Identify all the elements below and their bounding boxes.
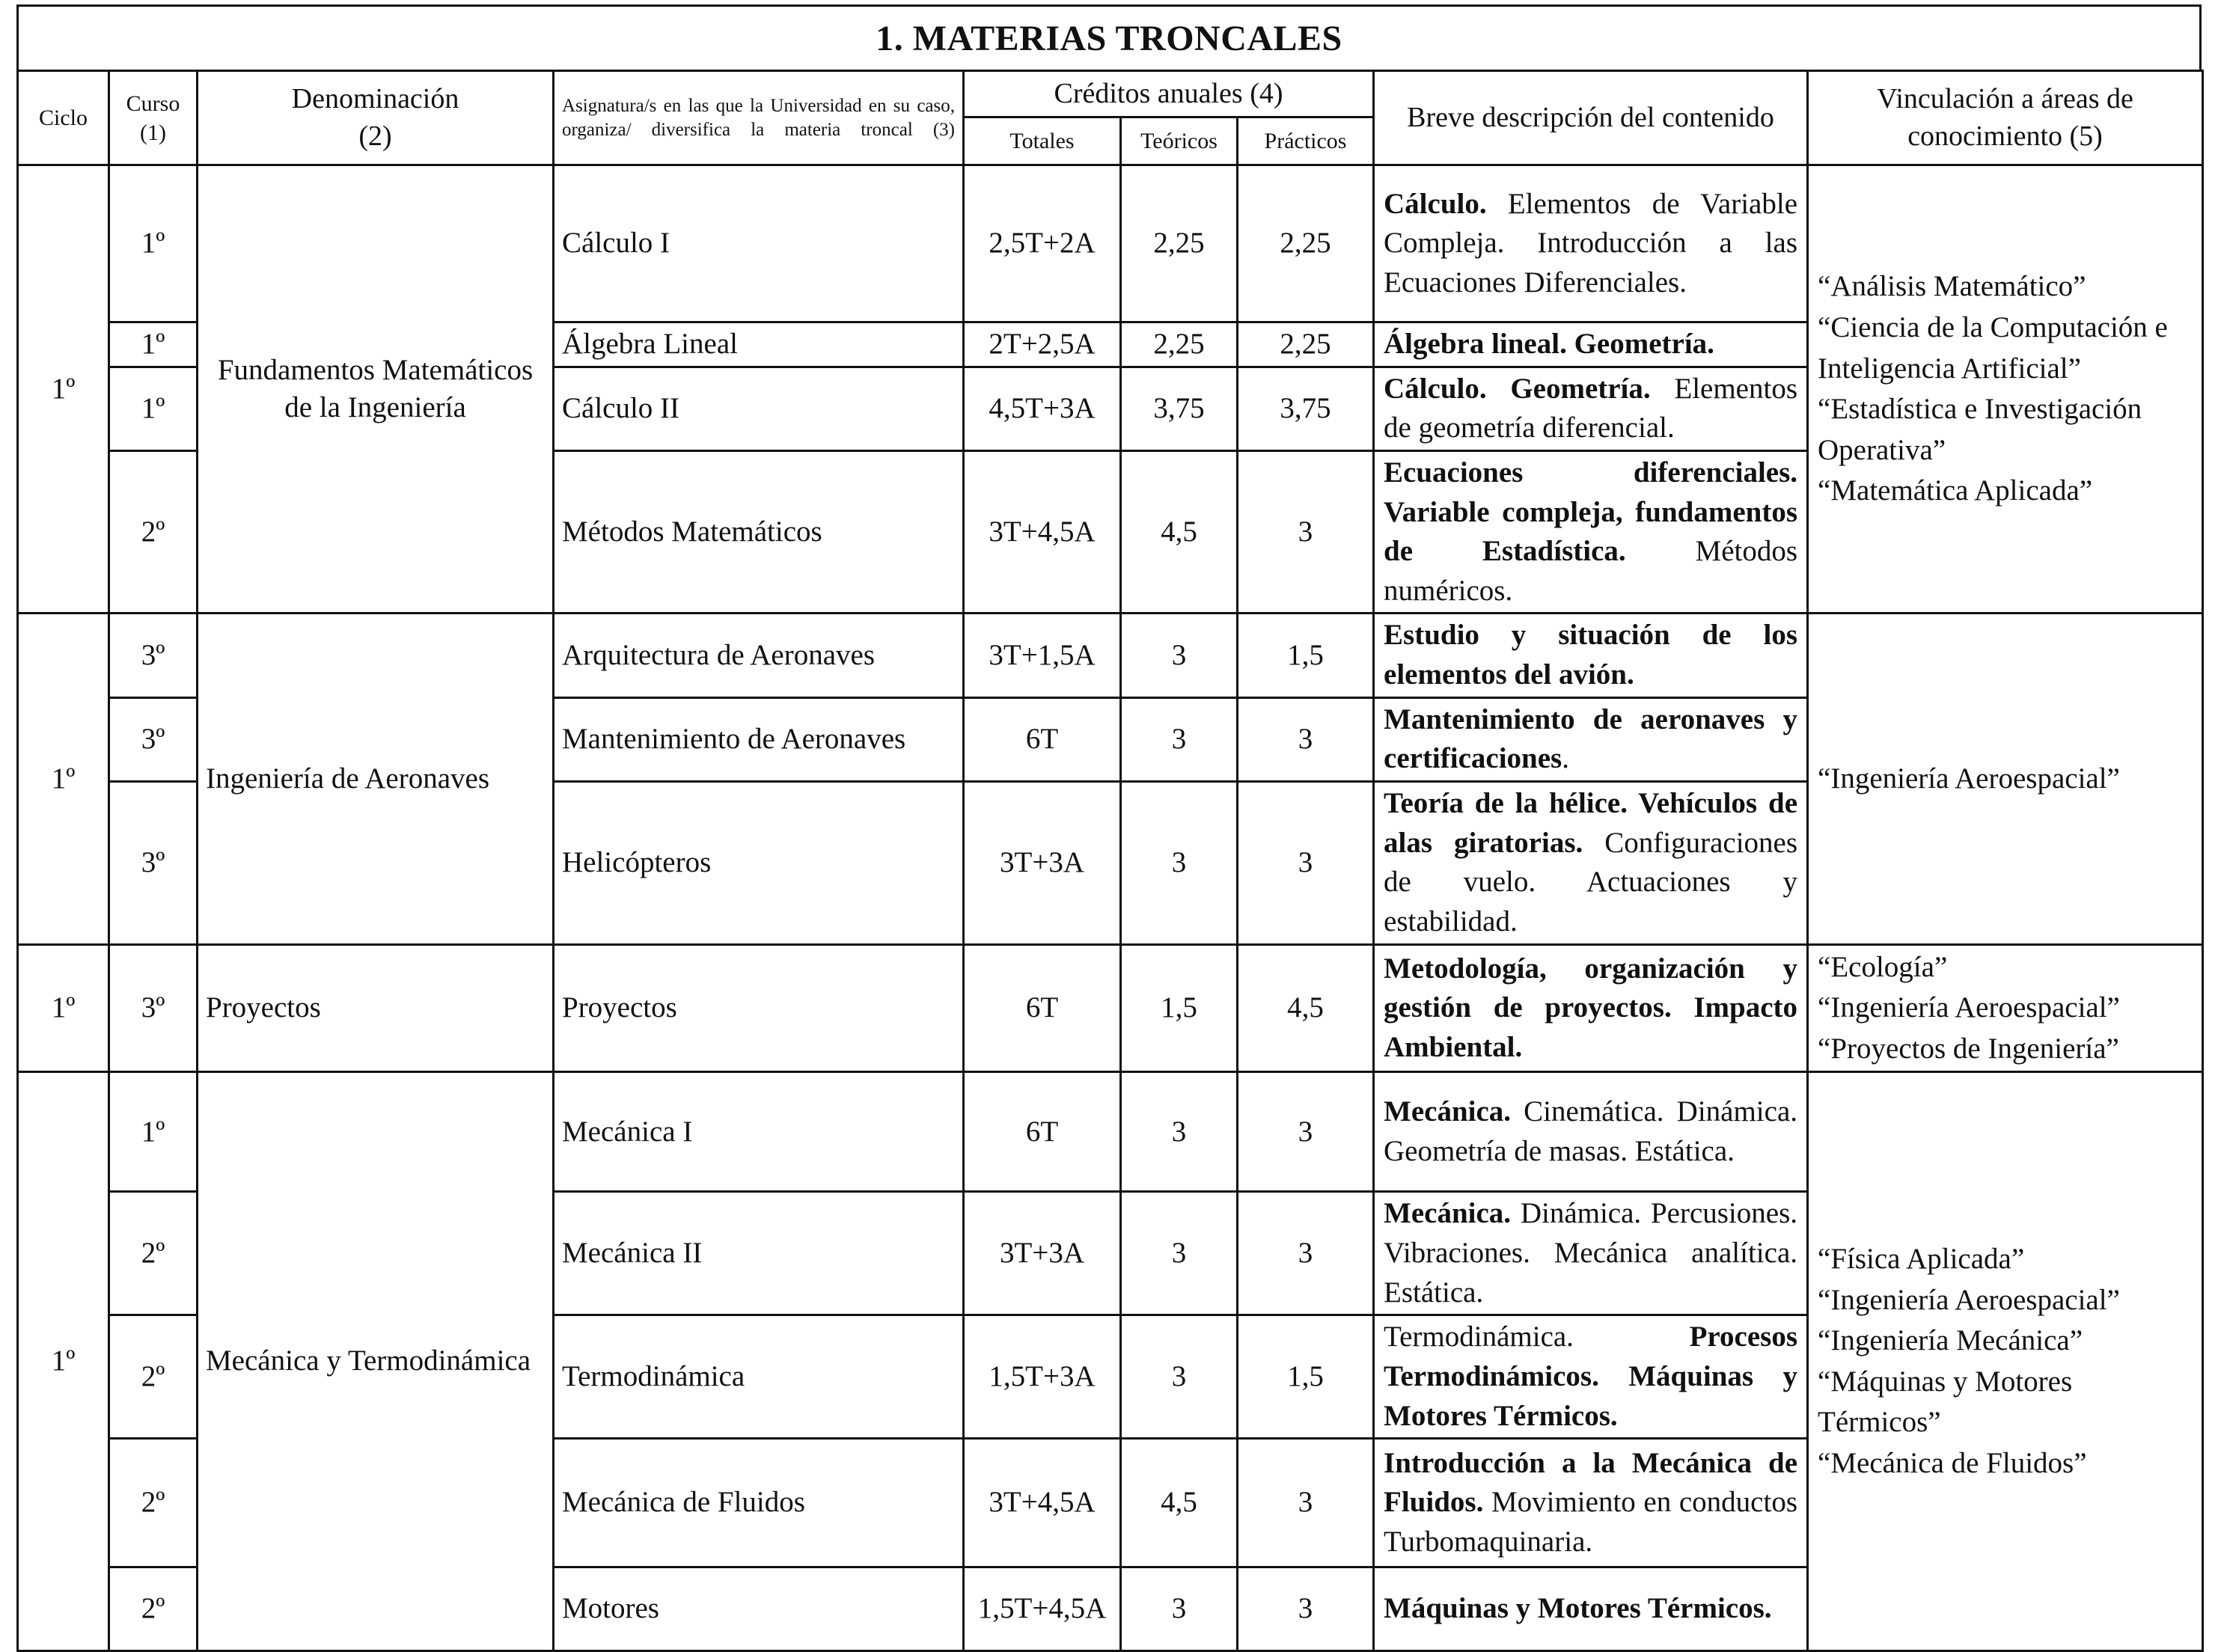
header-teoricos: Teóricos	[1121, 117, 1238, 165]
descripcion-cell	[1374, 450, 1808, 614]
descripcion-bold-text: Mecánica.	[1384, 1197, 1512, 1230]
totales-cell: 2,5T+2A	[964, 165, 1121, 322]
asignatura-cell: Helicópteros	[554, 782, 964, 945]
curso-cell: 2º	[109, 1192, 198, 1315]
curso-cell: 1º	[109, 367, 198, 450]
ciclo-cell: 1º	[18, 614, 109, 944]
practicos-cell: 3	[1238, 1072, 1374, 1192]
teoricos-cell: 4,5	[1121, 450, 1238, 614]
vinculacion-cell	[1808, 944, 2203, 1072]
practicos-cell: 3	[1238, 1192, 1374, 1315]
descripcion-text: Configuraciones de vuelo. Actuaciones y estabilidad.	[1384, 826, 1798, 937]
descripcion-bold-text: Cálculo.	[1384, 187, 1487, 220]
area-item: “Ciencia de la Computación e Inteligencia Artificial”	[1818, 311, 2168, 385]
curso-cell: 3º	[109, 944, 198, 1072]
curso-cell: 1º	[109, 165, 198, 322]
area-item: “Matemática Aplicada”	[1818, 474, 2093, 507]
header-curso-label: Curso	[126, 91, 180, 116]
asignatura-cell: Mecánica de Fluidos	[554, 1439, 964, 1567]
area-item: “Proyectos de Ingeniería”	[1818, 1032, 2119, 1065]
descripcion-cell	[1374, 944, 1808, 1072]
teoricos-cell: 4,5	[1121, 1439, 1238, 1567]
page-title: 1. MATERIAS TRONCALES	[16, 4, 2202, 70]
totales-cell: 3T+4,5A	[964, 1439, 1121, 1567]
teoricos-cell: 3,75	[1121, 367, 1238, 450]
denominacion-cell: Proyectos	[198, 944, 554, 1072]
teoricos-cell: 3	[1121, 697, 1238, 781]
descripcion-bold-text: Procesos Termodinámicos. Máquinas y Motores Térmicos.	[1384, 1321, 1798, 1432]
totales-cell: 3T+3A	[964, 782, 1121, 945]
curso-cell: 3º	[109, 697, 198, 781]
denominacion-cell: Mecánica y Termodinámica	[198, 1072, 554, 1651]
descripcion-bold-text: Cálculo. Geometría.	[1384, 372, 1651, 405]
practicos-cell: 2,25	[1238, 165, 1374, 322]
header-descripcion: Breve descripción del contenido	[1374, 71, 1808, 165]
descripcion-text: Cinemática. Dinámica. Geometría de masas. Estática.	[1384, 1095, 1798, 1167]
asignatura-cell: Motores	[554, 1567, 964, 1651]
totales-cell: 4,5T+3A	[964, 367, 1121, 450]
totales-cell: 6T	[964, 697, 1121, 781]
practicos-cell: 2,25	[1238, 322, 1374, 367]
descripcion-cell	[1374, 1567, 1808, 1651]
area-item: “Estadística e Investigación Operativa”	[1818, 393, 2142, 466]
practicos-cell: 3,75	[1238, 367, 1374, 450]
descripcion-bold-text: Metodología, organización y gestión de proyectos. Impacto Ambiental.	[1384, 952, 1798, 1063]
descripcion-cell	[1374, 322, 1808, 367]
ciclo-cell: 1º	[18, 1072, 109, 1651]
vinculacion-cell	[1808, 1072, 2203, 1651]
area-item: “Ecología”	[1818, 950, 1948, 983]
practicos-cell: 3	[1238, 1567, 1374, 1651]
header-denominacion-note: (2)	[358, 120, 392, 152]
area-item: “Ingeniería Aeroespacial”	[1818, 762, 2120, 795]
totales-cell: 6T	[964, 944, 1121, 1072]
curso-cell: 2º	[109, 1439, 198, 1567]
header-curso	[109, 71, 198, 165]
asignatura-cell: Álgebra Lineal	[554, 322, 964, 367]
descripcion-cell	[1374, 1072, 1808, 1192]
curso-cell: 2º	[109, 450, 198, 614]
teoricos-cell: 3	[1121, 1072, 1238, 1192]
totales-cell: 3T+1,5A	[964, 614, 1121, 697]
denominacion-cell: Fundamentos Matemáticos de la Ingeniería	[198, 165, 554, 614]
denominacion-cell: Ingeniería de Aeronaves	[198, 614, 554, 944]
descripcion-bold-text: Mantenimiento de aeronaves y certificaciones	[1384, 703, 1798, 775]
header-ciclo: Ciclo	[18, 71, 109, 165]
practicos-cell: 3	[1238, 1439, 1374, 1567]
descripcion-bold-text: Mecánica.	[1384, 1095, 1512, 1128]
ciclo-cell: 1º	[18, 944, 109, 1072]
vinculacion-cell	[1808, 614, 2203, 944]
area-item: “Física Aplicada”	[1818, 1243, 2025, 1276]
descripcion-cell	[1374, 367, 1808, 450]
curso-cell: 1º	[109, 322, 198, 367]
area-item: “Ingeniería Aeroespacial”	[1818, 991, 2120, 1024]
descripcion-text: Métodos numéricos.	[1384, 535, 1798, 607]
totales-cell: 3T+4,5A	[964, 450, 1121, 614]
curso-cell: 3º	[109, 782, 198, 945]
teoricos-cell: 3	[1121, 614, 1238, 697]
header-denominacion	[198, 71, 554, 165]
document-sheet	[16, 4, 2202, 1652]
descripcion-cell	[1374, 1192, 1808, 1315]
descripcion-text: .	[1562, 742, 1569, 775]
materias-table	[16, 70, 2204, 1652]
area-item: “Mecánica de Fluidos”	[1818, 1447, 2087, 1479]
table-row	[18, 1072, 2203, 1192]
vinculacion-cell	[1808, 165, 2203, 614]
teoricos-cell: 3	[1121, 782, 1238, 945]
area-item: “Ingeniería Mecánica”	[1818, 1324, 2083, 1357]
asignatura-cell: Mantenimiento de Aeronaves	[554, 697, 964, 781]
descripcion-text: Dinámica. Percusiones. Vibraciones. Mecánica analítica. Estática.	[1384, 1197, 1798, 1309]
practicos-cell: 1,5	[1238, 614, 1374, 697]
descripcion-text: Movimiento en conductos Turbomaquinaria.	[1384, 1486, 1798, 1558]
descripcion-text: Termodinámica.	[1384, 1321, 1690, 1353]
header-denominacion-label: Denominación	[291, 83, 459, 115]
descripcion-text: Elementos de Variable Compleja. Introducción a las Ecuaciones Diferenciales.	[1384, 187, 1798, 299]
teoricos-cell: 3	[1121, 1315, 1238, 1439]
curso-cell: 2º	[109, 1567, 198, 1651]
teoricos-cell: 3	[1121, 1567, 1238, 1651]
practicos-cell: 1,5	[1238, 1315, 1374, 1439]
area-item: “Análisis Matemático”	[1818, 270, 2086, 303]
totales-cell: 1,5T+4,5A	[964, 1567, 1121, 1651]
header-totales: Totales	[964, 117, 1121, 165]
asignatura-cell: Cálculo I	[554, 165, 964, 322]
descripcion-cell	[1374, 1439, 1808, 1567]
asignatura-cell: Termodinámica	[554, 1315, 964, 1439]
teoricos-cell: 2,25	[1121, 165, 1238, 322]
area-item: “Máquinas y Motores Térmicos”	[1818, 1365, 2073, 1439]
practicos-cell: 3	[1238, 782, 1374, 945]
descripcion-bold-text: Teoría de la hélice. Vehículos de alas giratorias.	[1384, 787, 1798, 859]
table-row	[18, 614, 2203, 697]
descripcion-bold-text: Ecuaciones diferenciales. Variable compleja, fundamentos de Estadística.	[1384, 456, 1798, 568]
asignatura-cell: Proyectos	[554, 944, 964, 1072]
descripcion-bold-text: Estudio y situación de los elementos del avión.	[1384, 619, 1798, 691]
totales-cell: 6T	[964, 1072, 1121, 1192]
descripcion-bold-text: Introducción a la Mecánica de Fluidos.	[1384, 1446, 1798, 1519]
descripcion-bold-text: Máquinas y Motores Térmicos.	[1384, 1592, 1772, 1625]
practicos-cell: 3	[1238, 697, 1374, 781]
asignatura-cell: Cálculo II	[554, 367, 964, 450]
curso-cell: 3º	[109, 614, 198, 697]
descripcion-cell	[1374, 697, 1808, 781]
teoricos-cell: 3	[1121, 1192, 1238, 1315]
table-row	[18, 165, 2203, 322]
practicos-cell: 4,5	[1238, 944, 1374, 1072]
totales-cell: 3T+3A	[964, 1192, 1121, 1315]
asignatura-cell: Mecánica II	[554, 1192, 964, 1315]
asignatura-cell: Métodos Matemáticos	[554, 450, 964, 614]
totales-cell: 2T+2,5A	[964, 322, 1121, 367]
teoricos-cell: 1,5	[1121, 944, 1238, 1072]
header-curso-note: (1)	[140, 120, 166, 145]
asignatura-cell: Mecánica I	[554, 1072, 964, 1192]
table-header	[18, 71, 2203, 165]
header-vinculacion: Vinculación a áreas de conocimiento (5)	[1808, 71, 2203, 165]
curso-cell: 2º	[109, 1315, 198, 1439]
header-asignaturas: Asignatura/s en las que la Universidad en su caso, organiza/ diversifica la materia troncal (3)	[554, 71, 964, 165]
descripcion-cell	[1374, 782, 1808, 945]
descripcion-bold-text: Álgebra lineal. Geometría.	[1384, 328, 1714, 360]
descripcion-cell	[1374, 614, 1808, 697]
descripcion-cell	[1374, 1315, 1808, 1439]
curso-cell: 1º	[109, 1072, 198, 1192]
table-row	[18, 944, 2203, 1072]
descripcion-cell	[1374, 165, 1808, 322]
practicos-cell: 3	[1238, 450, 1374, 614]
header-practicos: Prácticos	[1238, 117, 1374, 165]
ciclo-cell: 1º	[18, 165, 109, 614]
asignatura-cell: Arquitectura de Aeronaves	[554, 614, 964, 697]
descripcion-text: Elementos de geometría diferencial.	[1384, 372, 1798, 444]
table-body	[18, 165, 2203, 1651]
totales-cell: 1,5T+3A	[964, 1315, 1121, 1439]
header-creditos: Créditos anuales (4)	[964, 71, 1374, 117]
teoricos-cell: 2,25	[1121, 322, 1238, 367]
area-item: “Ingeniería Aeroespacial”	[1818, 1283, 2120, 1316]
